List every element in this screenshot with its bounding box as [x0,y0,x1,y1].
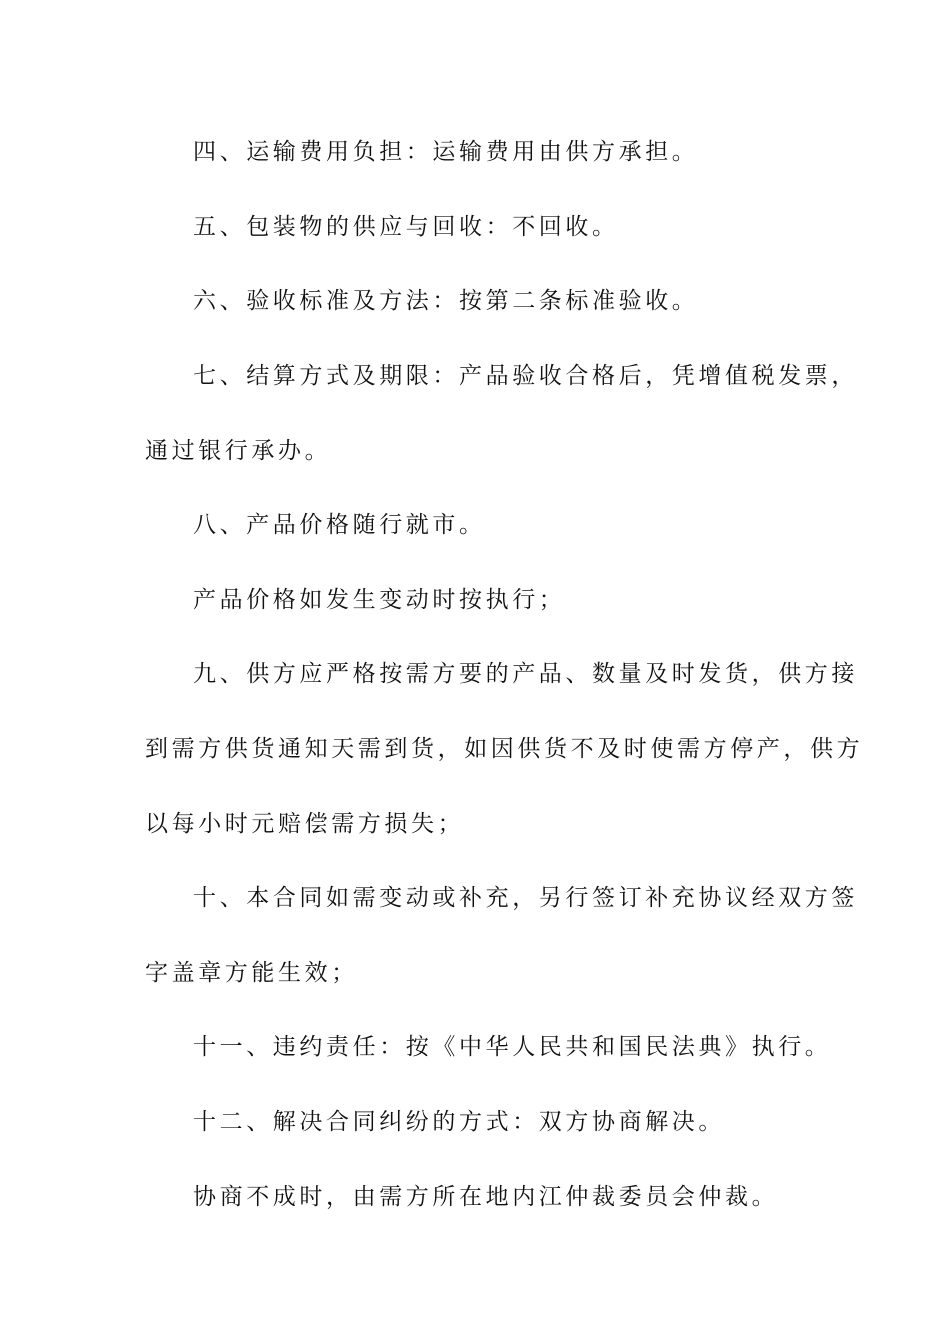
clause-9-line-3: 以每小时元赔偿需方损失； [145,811,465,837]
clause-7-line-1: 七、结算方式及期限：产品验收合格后，凭增值税发票， [193,363,858,389]
clause-10-line-2: 字盖章方能生效； [145,960,358,986]
clause-9-line-2: 到需方供货通知天需到货，如因供货不及时使需方停产，供方 [145,736,864,762]
clause-9-line-1: 九、供方应严格按需方要的产品、数量及时发货，供方接 [193,661,858,687]
clause-4-line: 四、运输费用负担：运输费用由供方承担。 [193,139,699,165]
clause-12-line: 十二、解决合同纠纷的方式：双方协商解决。 [193,1109,725,1135]
clause-8-line: 八、产品价格随行就市。 [193,512,486,538]
clause-10-line-1: 十、本合同如需变动或补充，另行签订补充协议经双方签 [193,885,858,911]
arbitration-line: 协商不成时，由需方所在地内江仲裁委员会仲裁。 [193,1184,779,1210]
clause-6-line: 六、验收标准及方法：按第二条标准验收。 [193,288,699,314]
clause-7-line-2: 通过银行承办。 [145,438,332,464]
clause-11-line: 十一、违约责任：按《中华人民共和国民法典》执行。 [193,1034,832,1060]
price-change-line: 产品价格如发生变动时按执行； [193,587,566,613]
clause-5-line: 五、包装物的供应与回收：不回收。 [193,214,619,240]
